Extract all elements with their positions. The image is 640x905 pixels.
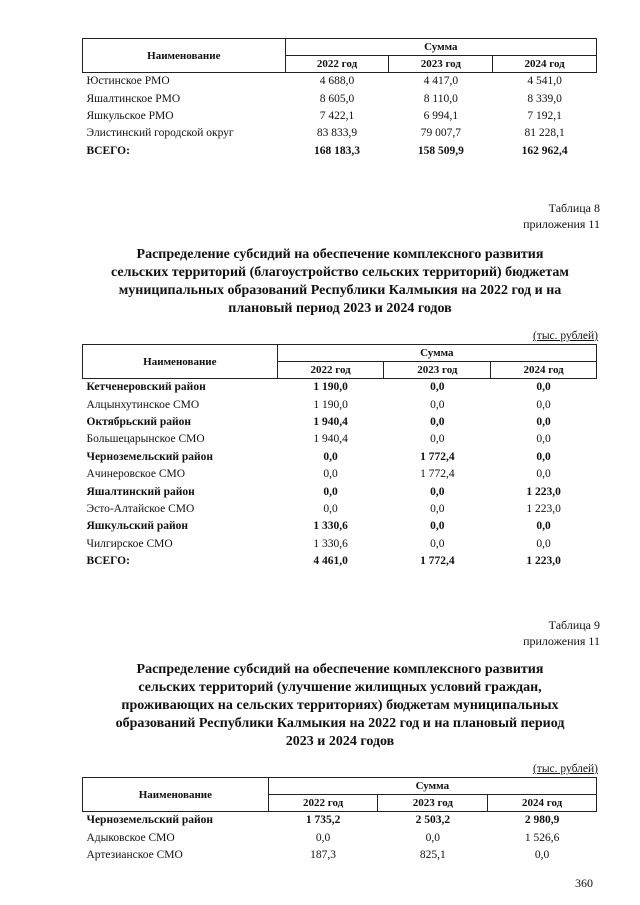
row-name: Адыковское СМО (86, 831, 175, 844)
table-row (83, 536, 597, 553)
table-row (83, 449, 597, 466)
table-row (83, 466, 597, 483)
row-value: 4 461,0 (313, 555, 348, 568)
row-name: Яшалтинское РМО (86, 92, 181, 105)
table-8 (82, 344, 597, 570)
row-value: 0,0 (536, 398, 551, 411)
table-9-heading (60, 661, 620, 751)
row-name: Октябрьский район (86, 415, 192, 428)
row-value: 168 183,3 (314, 144, 361, 157)
table-row (83, 847, 597, 864)
column-header-name: Наименование (83, 39, 286, 73)
row-value: 0,0 (323, 468, 338, 481)
row-name: Элистинский городской округ (86, 127, 234, 140)
heading-line: образований Республики Калмыкия на 2022 год и на плановый период (115, 716, 565, 731)
table-row (83, 396, 597, 413)
heading-line: Распределение субсидий на обеспечение комплексного развития (136, 247, 544, 262)
row-value: 0,0 (315, 831, 331, 844)
table-row (83, 73, 597, 91)
row-value: 158 509,9 (417, 144, 464, 157)
table-8-caption (523, 200, 600, 232)
row-value: 2 980,9 (524, 814, 560, 827)
row-value: 4 541,0 (527, 75, 562, 88)
row-value: 0,0 (323, 450, 338, 463)
row-value: 1 223,0 (526, 555, 561, 568)
table-row (83, 379, 597, 397)
table-continuation (82, 38, 597, 160)
column-header-year: 2024 год (493, 56, 597, 73)
row-value: 8 110,0 (423, 92, 458, 105)
column-header-year: 2022 год (277, 362, 384, 379)
row-name: Алцынхутинское СМО (86, 398, 200, 411)
table-row (83, 125, 597, 142)
column-header-sum: Сумма (277, 345, 596, 362)
table-row (83, 518, 597, 535)
table-9-caption (523, 617, 600, 649)
table-row (83, 431, 597, 448)
row-value: 83 833,9 (316, 127, 358, 140)
column-header-name: Наименование (83, 778, 269, 812)
row-value: 1 772,4 (420, 555, 455, 568)
table-number: Таблица 8 (548, 201, 600, 215)
table-row (83, 90, 597, 107)
row-value: 81 228,1 (524, 127, 565, 140)
row-value: 1 772,4 (420, 450, 455, 463)
row-value: 0,0 (536, 537, 551, 550)
row-value: 0,0 (430, 502, 445, 515)
row-value: 0,0 (430, 398, 445, 411)
row-name: Ачинеровское СМО (86, 468, 186, 481)
row-name: Большецарынское СМО (86, 433, 205, 446)
row-name: Юстинское РМО (86, 75, 170, 88)
row-value: 0,0 (430, 415, 445, 428)
row-value: 7 422,1 (319, 109, 355, 122)
row-value: 1 223,0 (526, 485, 561, 498)
row-value: 0,0 (430, 433, 445, 446)
table-number: Таблица 9 (548, 618, 600, 632)
row-name: Черноземельский район (86, 814, 214, 827)
row-value: 0,0 (430, 537, 445, 550)
row-value: 8 605,0 (319, 92, 355, 105)
appendix-reference: приложения 11 (523, 634, 600, 648)
column-header-year: 2022 год (285, 56, 389, 73)
table-row (83, 829, 597, 846)
heading-line: Распределение субсидий на обеспечение комплексного развития (136, 662, 544, 677)
unit-label: (тыс. рублей) (532, 330, 598, 342)
row-value: 0,0 (536, 381, 551, 394)
row-value: 0,0 (536, 468, 551, 481)
row-name: Яшкульский район (86, 520, 188, 533)
heading-line: сельских территорий (благоустройство сельских территорий) бюджетам (111, 265, 569, 280)
column-header-year: 2022 год (268, 795, 378, 812)
row-value: 0,0 (323, 502, 338, 515)
row-value: 1 330,6 (313, 520, 348, 533)
row-value: 0,0 (425, 831, 441, 844)
column-header-sum: Сумма (268, 778, 596, 795)
row-name: ВСЕГО: (86, 555, 130, 568)
row-value: 0,0 (430, 381, 445, 394)
column-header-year: 2024 год (488, 795, 597, 812)
row-value: 0,0 (430, 520, 445, 533)
column-header-year: 2023 год (378, 795, 488, 812)
row-name: Яшкульское РМО (86, 109, 174, 122)
column-header-year: 2023 год (384, 362, 491, 379)
heading-line: 2023 и 2024 годов (285, 734, 395, 749)
row-name: ВСЕГО: (86, 144, 130, 157)
row-value: 7 192,1 (527, 109, 562, 122)
heading-line: сельских территорий (улучшение жилищных условий граждан, (138, 680, 542, 695)
row-value: 0,0 (534, 848, 550, 861)
column-header-sum: Сумма (285, 39, 596, 56)
table-8-heading (60, 246, 620, 318)
table-row (83, 501, 597, 518)
table-9 (82, 777, 597, 864)
row-value: 187,3 (310, 848, 337, 861)
column-header-name: Наименование (83, 345, 278, 379)
row-name: Кетченеровский район (86, 381, 206, 394)
row-value: 0,0 (430, 485, 445, 498)
row-value: 1 735,2 (305, 814, 341, 827)
row-value: 79 007,7 (420, 127, 461, 140)
row-name: Чилгирское СМО (86, 537, 173, 550)
row-value: 0,0 (536, 520, 551, 533)
row-value: 1 223,0 (526, 502, 561, 515)
heading-line: плановый период 2023 и 2024 годов (228, 301, 452, 316)
row-value: 1 190,0 (313, 381, 348, 394)
row-value: 0,0 (536, 433, 551, 446)
table-row (83, 143, 597, 160)
row-value: 0,0 (323, 485, 338, 498)
heading-line: проживающих на сельских территориях) бюджетам муниципальных (121, 698, 559, 713)
row-name: Эсто-Алтайское СМО (86, 502, 195, 515)
row-value: 1 940,4 (313, 415, 348, 428)
row-value: 4 688,0 (319, 75, 355, 88)
row-value: 1 330,6 (313, 537, 348, 550)
row-value: 6 994,1 (423, 109, 459, 122)
row-name: Артезианское СМО (86, 848, 183, 861)
heading-line: муниципальных образований Республики Калмыкия на 2022 год и на (118, 283, 562, 298)
row-value: 0,0 (536, 450, 551, 463)
row-name: Яшалтинский район (86, 485, 195, 498)
table-row (83, 812, 597, 830)
row-value: 0,0 (536, 415, 551, 428)
row-value: 825,1 (419, 848, 446, 861)
row-value: 162 962,4 (521, 144, 568, 157)
row-value: 1 772,4 (420, 468, 455, 481)
table-row (83, 483, 597, 500)
table-row (83, 414, 597, 431)
row-value: 2 503,2 (415, 814, 451, 827)
row-value: 1 940,4 (313, 433, 348, 446)
table-row (83, 108, 597, 125)
unit-label: (тыс. рублей) (532, 763, 598, 775)
page-number: 360 (575, 876, 593, 890)
appendix-reference: приложения 11 (523, 217, 600, 231)
row-name: Черноземельский район (86, 450, 214, 463)
column-header-year: 2023 год (389, 56, 493, 73)
row-value: 1 190,0 (313, 398, 348, 411)
row-value: 4 417,0 (423, 75, 459, 88)
table-row (83, 553, 597, 570)
row-value: 8 339,0 (527, 92, 562, 105)
row-value: 1 526,6 (524, 831, 560, 844)
column-header-year: 2024 год (491, 362, 597, 379)
